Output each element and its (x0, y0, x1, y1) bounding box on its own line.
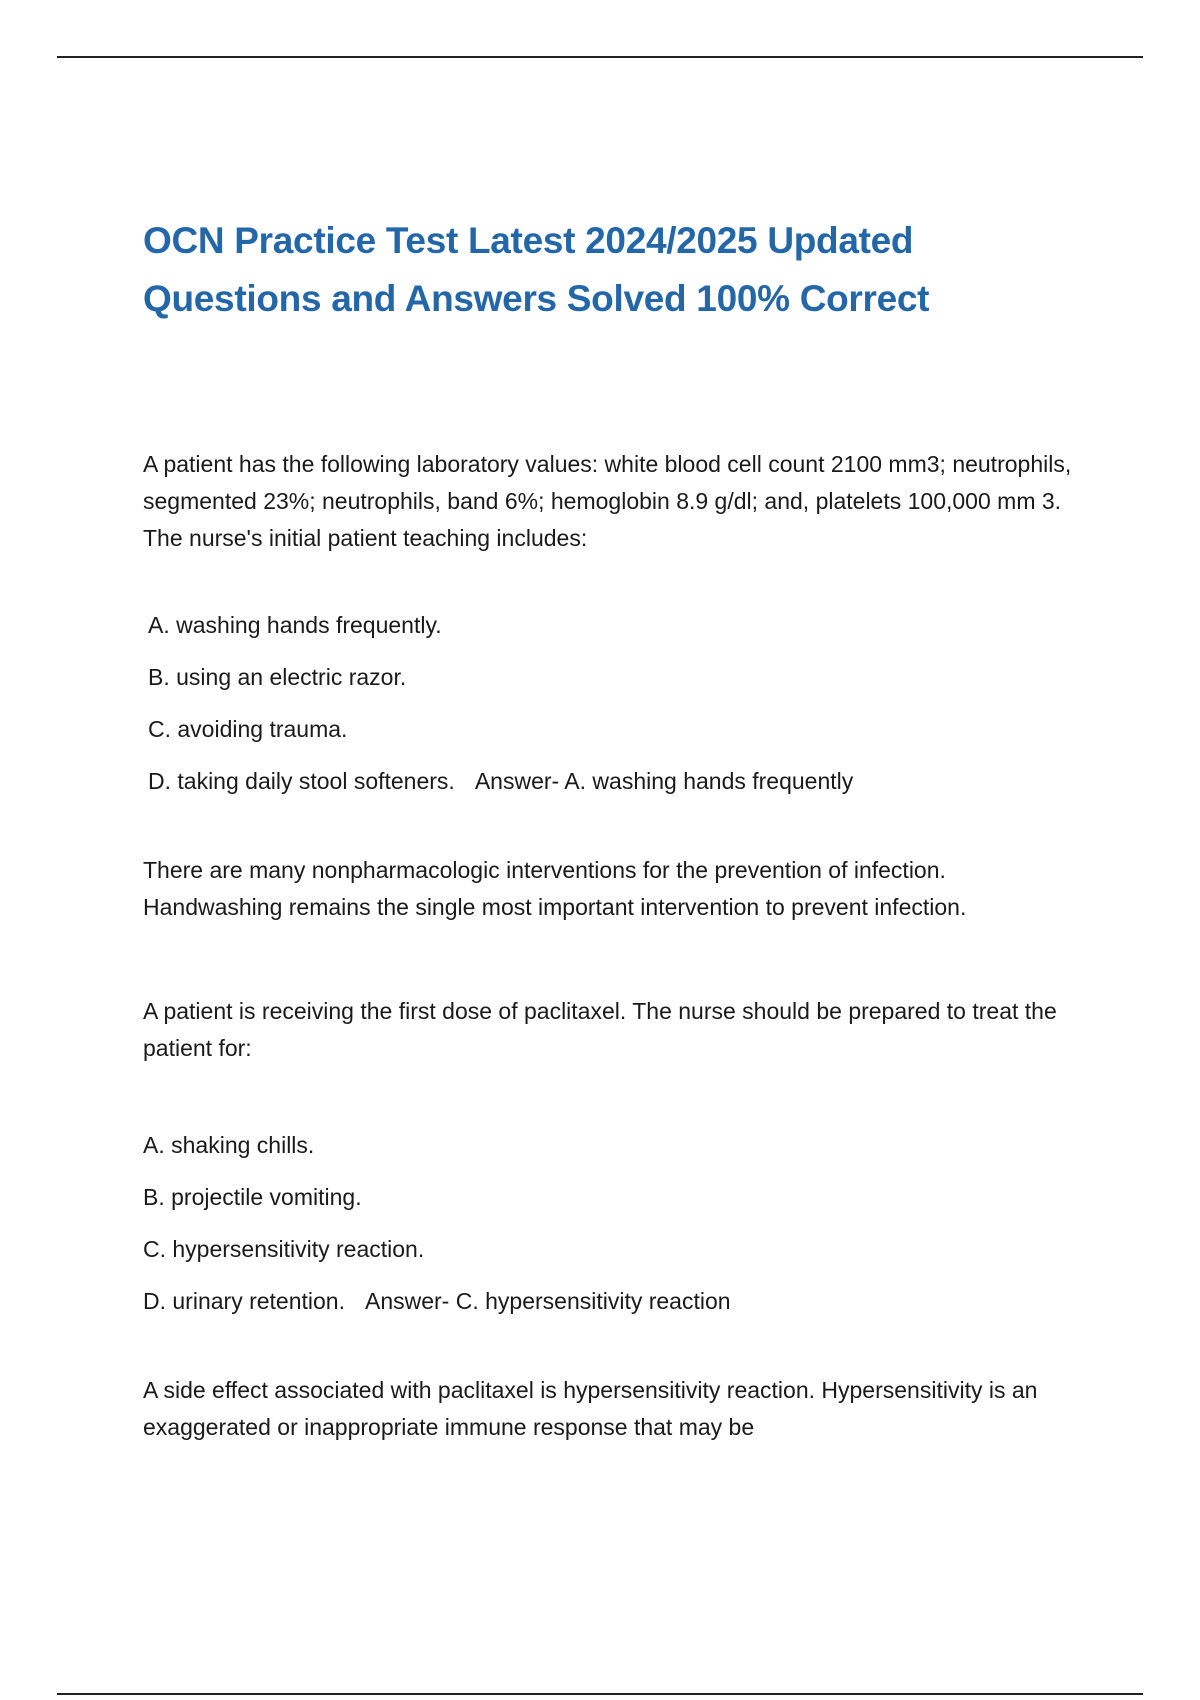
bottom-rule (57, 1693, 1143, 1695)
question-2-option-d: D. urinary retention. (143, 1288, 345, 1314)
question-1-option-a: A. washing hands frequently. (148, 612, 442, 638)
question-1-stem: A patient has the following laboratory values: white blood cell count 2100 mm3; neutrophils, segmented 23%; neutrophils, band 6%; hemoglobin 8.9 g/dl; and, platelets 100,000 mm 3. The nurse's initial patient teaching includes: (143, 451, 1072, 551)
question-2-option-b: B. projectile vomiting. (143, 1184, 362, 1210)
top-rule (57, 56, 1143, 58)
question-1-answer: Answer- A. washing hands frequently (474, 768, 854, 794)
question-2-answer: Answer- C. hypersensitivity reaction (364, 1288, 731, 1314)
question-1-option-d: D. taking daily stool softeners. (148, 768, 455, 794)
question-1-option-c: C. avoiding trauma. (148, 716, 348, 742)
question-2-option-a: A. shaking chills. (143, 1132, 315, 1158)
document-title: OCN Practice Test Latest 2024/2025 Updated Questions and Answers Solved 100% Correct (143, 220, 930, 319)
question-1-explanation: There are many nonpharmacologic interventions for the prevention of infection. Handwashing remains the single most important intervention to prevent infection. (143, 857, 967, 920)
question-2-options (143, 1127, 1083, 1320)
question-1-option-b: B. using an electric razor. (148, 664, 407, 690)
question-2-option-d-row (143, 1283, 1083, 1320)
question-1-options (143, 607, 1083, 800)
question-2-explanation: A side effect associated with paclitaxel is hypersensitivity reaction. Hypersensitivity is an exaggerated or inappropriate immune response that may be (143, 1377, 1038, 1440)
question-2-option-c: C. hypersensitivity reaction. (143, 1236, 425, 1262)
question-2-stem: A patient is receiving the first dose of paclitaxel. The nurse should be prepared to treat the patient for: (143, 998, 1057, 1061)
document-body (143, 212, 1083, 1446)
question-1-option-d-row (148, 763, 1083, 800)
